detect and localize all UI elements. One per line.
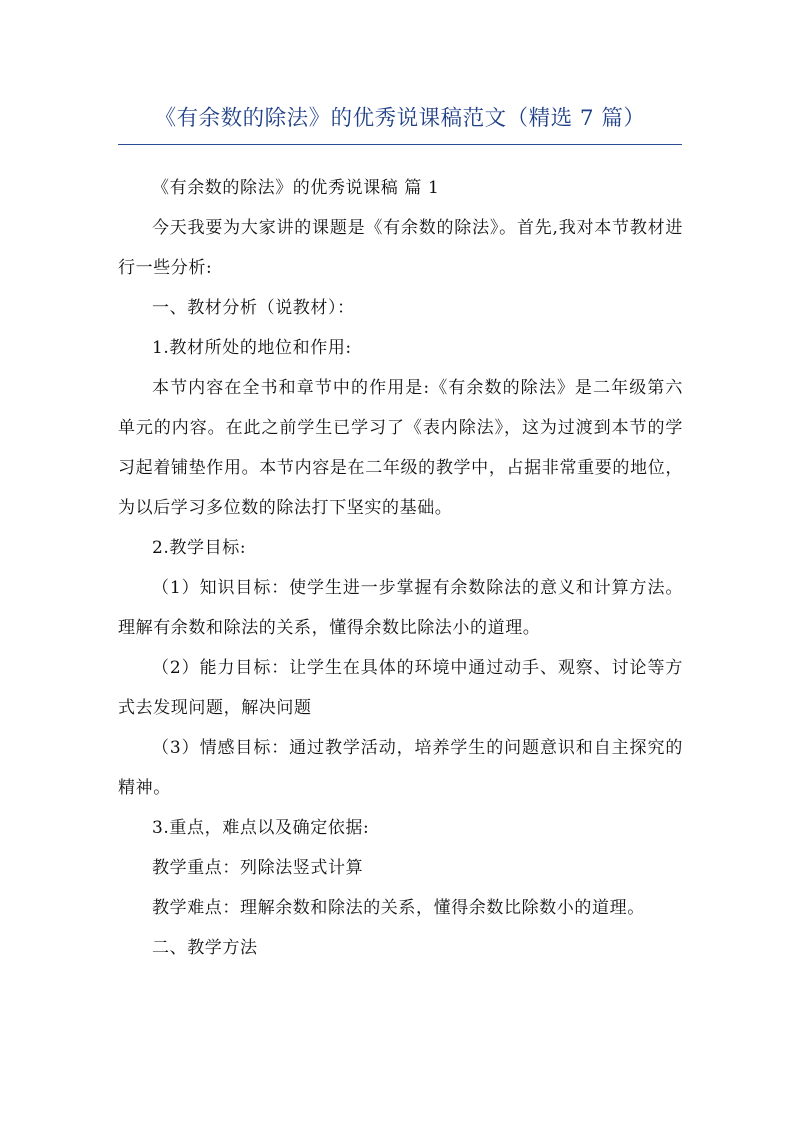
paragraph: 教学重点：列除法竖式计算: [152, 858, 364, 878]
subsection-heading: 3.重点，难点以及确定依据:: [152, 818, 370, 838]
subsection-heading: 2.教学目标:: [152, 538, 247, 558]
section-heading: 一、教材分析（说教材）：: [152, 298, 355, 318]
subsection-heading: 1.教材所处的地位和作用:: [152, 338, 352, 358]
paragraph: （2）能力目标：让学生在具体的环境中通过动手、观察、讨论等方式去发现问题，解决问题: [118, 658, 683, 718]
paragraph: （3）情感目标：通过教学活动，培养学生的问题意识和自主探究的精神。: [118, 738, 683, 798]
section-heading: 二、教学方法: [152, 938, 258, 958]
paragraph: 本节内容在全书和章节中的作用是:《有余数的除法》是二年级第六单元的内容。在此之前学生已学习了《表内除法》，这为过渡到本节的学习起着铺垫作用。本节内容是在二年级的教学中，占据非常重要的地位，为以后学习多位数的除法打下坚实的基础。: [118, 378, 683, 518]
paragraph: 教学难点：理解余数和除法的关系，懂得余数比除数小的道理。: [152, 898, 645, 918]
paragraph: 今天我要为大家讲的课题是《有余数的除法》。首先,我对本节教材进行一些分析:: [118, 218, 683, 278]
paragraph: （1）知识目标：使学生进一步掌握有余数除法的意义和计算方法。理解有余数和除法的关系，懂得余数比除法小的道理。: [118, 578, 683, 638]
document-body: [118, 168, 683, 968]
section-heading: 《有余数的除法》的优秀说课稿 篇 1: [152, 178, 440, 198]
title-divider: [118, 144, 682, 145]
document-title: 《有余数的除法》的优秀说课稿范文（精选 7 篇）: [154, 106, 646, 131]
